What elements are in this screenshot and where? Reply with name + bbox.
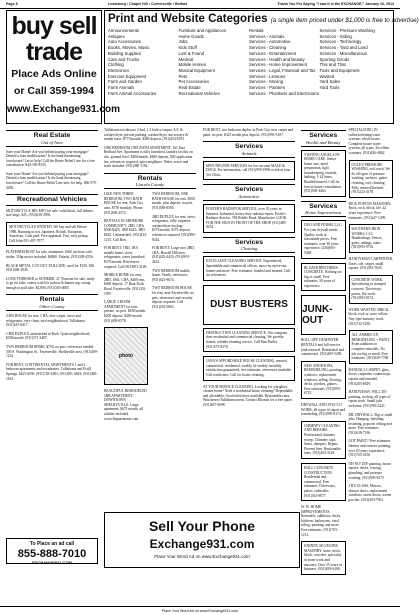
listing: SPECIALIZING IN sulfur/softening/water systems, whole house. Complete house water systems, all types. Excellent warranty. (931)626-4862. xyxy=(348,128,390,155)
apartment-photo: photo xyxy=(104,327,148,385)
listing: J B'S GLASS, Mirrors, shower doors, replacement windows, storm doors, screen porches. (931)493-7961. xyxy=(348,484,392,502)
listing-boxed: VISITING ANGELS IN-HOME CARE. Senior home care, meal preparation, light housekeeping, errands, bathing, 1-24 hours. Bonded/insured. Call for free in-home consultation. (931)500-4463. xyxy=(301,150,346,197)
listing: AT YOUR SERVICE CLEANING. Looking for a brighter, cleaner home? Need a residential house cleaning? Dependable and affordable. Good references available. Reasonable rates. Winchester/Tullahoma areas. Contact Rhonda for a free quote. (931)607-9698. xyxy=(203,384,293,407)
category-item[interactable]: Cars and Trucks xyxy=(108,56,140,62)
category-item[interactable]: Services - Automotive xyxy=(249,39,291,45)
category-item[interactable]: Services - Pressure Washing xyxy=(319,28,375,33)
listing: 1-BD DUPLEX unfurnished in Ruth. Quiet neighborhood, $350/month. (931)571-3487. xyxy=(6,331,91,341)
category-item[interactable]: Real Estate xyxy=(178,85,201,91)
listing: ONE BEDROOM ONE BATH APARTMENT, 161 East Bedford Ave. Apartment is fully furnished, laundry facility on site, ground level. $400/month, $400 deposit, $30 application fee, references required, quiet neighbors. Water, sewer and trash included. (931)580-1182. xyxy=(104,145,193,169)
category-item[interactable]: Books, Movies, Music xyxy=(108,45,150,51)
classifieds-column-1 xyxy=(6,128,98,385)
category-item[interactable]: Services - Technology xyxy=(319,39,362,45)
category-item[interactable]: Jobs xyxy=(178,39,188,45)
listing-boxed: NEW ADDITIONS, REMODELING, painting, windows, replacement windows, siding, flooring, decks, porches, gutters. Free estimates. (931)993-6725. xyxy=(301,361,346,399)
listing: TWO BEDROOM mobile home. Yearly, references. (931)625-9674. xyxy=(152,268,190,282)
ad-call-number: or Call 359-1994 xyxy=(14,85,94,97)
ad-headline-2: trade xyxy=(25,38,83,66)
listing: HANDYMAN: WILL DO painting, roofing, all types of repair work. Small jobs welcome. (931)993-2241. xyxy=(348,390,391,408)
category-item[interactable]: Exercise Equipment xyxy=(108,73,147,79)
listing-boxed: HALL CONCRETE CONSTRUCTION. Residential and commercial. Free estimates. Driveways, patios, sidewalks. (931)361-9877. xyxy=(301,463,346,501)
listing: MOBILE HOME for rent, 2BD, 1BA, CHA, $400 rent, $400 deposit. 17 Boat Dock Road, Fayetteville. (931)301-1997. xyxy=(104,273,147,296)
listing: DRYWALL AND STUCCO WORK, all types of repair and remodeling. (931)993-8174. xyxy=(301,403,346,417)
categories-box xyxy=(104,10,419,124)
place-ad-number[interactable]: 855-888-7010 xyxy=(17,548,87,560)
listing: RANDALL CARPET, glass, doors, carpenter, countertops, repairs and remodel. (931)205-6829. xyxy=(348,367,391,386)
page-number: Page 8 xyxy=(6,2,18,6)
category-item[interactable]: Auto Accessories xyxy=(108,39,141,45)
section-header-animals: Services Animals xyxy=(203,141,295,158)
category-item[interactable]: Farm Animals xyxy=(108,85,135,91)
category-item[interactable]: Rentals xyxy=(249,28,264,33)
listing: WORK WANTED: BRICK, block, rock or stove cellars. Any type masonry work. (931)732-5180. xyxy=(348,307,390,326)
place-ad-label: To Place an ad call xyxy=(29,541,75,547)
listing: BLACK METAL CUT-OUT TAILGATE, used for F150. $50. (931)368-2945. xyxy=(6,263,96,273)
category-item[interactable]: Services - Home Improvement xyxy=(249,62,308,68)
listing: LIKE NEW THREE BEDROOM, TWO BATH HOUSE for rent, Park City area. $750 monthly. Phone (931)638-4572. xyxy=(104,192,144,215)
category-item[interactable]: Tools and Equipment xyxy=(319,67,360,73)
listing-boxed: FOSTER'S RADIATOR SERVICE, over 35 years in business. Industrial, heavy-duty radiator repair. Foster's Radiator Service, 768 Riddle Road, Manchester. LOOK FOR THE SIGN IN FRONT OF THE SHOP. (931)489-8454. xyxy=(203,204,295,233)
category-item[interactable]: Services - Health and Beauty xyxy=(249,56,305,62)
listing: RENTALS IN ARDMORE COMMUNITY. 2BD, CHA $500/$425; 1BD $425; 3BD $625. Unfurnished. (931)434-1215. Call Ben. xyxy=(104,219,148,242)
category-item[interactable]: Services - Miscellaneous xyxy=(319,50,368,56)
category-column-1 xyxy=(108,28,179,96)
category-column-3 xyxy=(249,28,320,96)
categories-title: Print and Website Categories (a single item priced under $1,000 is free to advertise) xyxy=(108,13,419,25)
listing-boxed: ALL AMERICAN REMODELING + PAINT. From additions to complete remodels. No job too big or small. Free estimates. (931)639-7768. xyxy=(349,330,394,364)
category-item[interactable]: Musical Equipment xyxy=(178,67,215,73)
section-header-health: Services Health and Beauty xyxy=(301,130,346,147)
listing: HANDYMAN-CARPENTER, floors, tile, carpet, small repairs. (931)581-7045. xyxy=(348,257,393,271)
category-item[interactable]: Electronics xyxy=(108,67,130,73)
category-item[interactable]: Furniture and Appliances xyxy=(178,28,227,33)
listing: Tullahoma townhouse 2-bed, 1.5 bath w/carpet, A/C & washer/dryer, private parking, washer/dryer, microwave & month lease. $775/month. $400 deposit. (931)454-6781. xyxy=(104,128,189,142)
section-header-rentals-other: Rentals Other County xyxy=(6,294,98,311)
section-header-recreational: Recreational Vehicles xyxy=(6,194,98,206)
category-item[interactable]: Services - Plumbers and Electricians xyxy=(249,90,319,96)
listing: FOR RENT: Large nice 2BD, 1BA, Howell Hill area. (931)425-4423; (931)993-4612. xyxy=(152,246,195,264)
listing: FOR RENT, 1BD, 1BA mobile home, stove, refrigerator, water furnished. $375/month. References required. Call (931)993-3128. xyxy=(104,246,148,269)
banner-headline: Sell Your Phone xyxy=(148,518,256,534)
category-item[interactable]: Yard Tools xyxy=(319,85,340,91)
category-item[interactable]: Farm Animal Accessories xyxy=(108,90,157,96)
category-item[interactable]: This and That xyxy=(319,62,346,68)
section-header-cleaning: Services Cleaning xyxy=(203,237,295,254)
section-header-rentals-lincoln: Rentals Lincoln County xyxy=(104,173,196,190)
listing: Save your Home! Are you behind paying your mortgage? Denied a loan modification? Is the bank threatening foreclosure? Call the Home Relief Line now for help. 866-579-4290. xyxy=(6,171,98,190)
place-ad-phone-box xyxy=(6,538,98,564)
listing: FOR RENT, CONTINENTAL APARTMENTS 1 and 2 bedroom apartments and townhomes. Tullahoma and Estill Springs. $425-$550. (931)728-3483; (931)581-4843; (931)469-1631. xyxy=(6,362,98,381)
listing-boxed: BLAZER BROTHERS CONCRETE. Nothing too big or small. Free estimates. 30 years of experience. xyxy=(301,263,346,292)
category-item[interactable]: Kids Stuff xyxy=(178,45,197,51)
classifieds-column-2 xyxy=(104,128,196,425)
category-column-2 xyxy=(179,28,250,96)
listing: RICK POSTON MASONRY: Brick, rock, block, tile. 42 years experience. Free estimates. (931)247-1299. xyxy=(348,201,392,220)
sell-your-phone-banner[interactable] xyxy=(104,512,300,568)
banner-subtext: Place Your Word Ad on www.Exchange931.com xyxy=(154,554,250,559)
listing: OH NO! DIY painting, house repairs, decks, fencing, plumbing, and pressure washing. (931)993-8175. xyxy=(348,461,391,480)
category-item[interactable]: Pets xyxy=(178,73,188,79)
category-item[interactable]: Yard Sales xyxy=(319,79,341,85)
section-header-automotive: Services Automotive xyxy=(203,184,295,201)
listing: W. W. HOME IMPROVEMENTS. Remodels, additions, decks, kitchens, bathrooms, vinyl siding, painting, and more. Free estimates. (931)703-1213. xyxy=(301,505,342,537)
edition-towns: Lewisburg • Chapel Hill • Cornersville • Belfast xyxy=(107,2,187,6)
junk-out-logo: JUNK-OUT xyxy=(301,295,346,335)
category-item[interactable]: Sporting Goods xyxy=(319,56,350,62)
category-item[interactable]: Services - Lessons xyxy=(249,73,286,79)
categories-note: (a single item priced under $1,000 is free to advertise) xyxy=(270,17,419,24)
listing: FOR RENT, two bedroom duplex in Park City, new carpet and paint, no pets, $325 month plus deposit. (931)993-3107. xyxy=(203,128,294,137)
listing-boxed: SOUTHERN IRON WORKS, LLC. Handrailings. Fences, gates, railings, stairs. (931)993-9716. xyxy=(349,224,394,253)
listing-boxed: EXCELLENT CLEANING SERVICE. Experienced, dependable and commercial offices, move-in, move-out, homes and more. Free estimates, bonded and insured. Call for references. xyxy=(203,256,295,280)
section-header-home-improvement: Services Home Improvement xyxy=(301,201,346,218)
listing-boxed: DUO AND FINISH, LLC. For your drywall needs. Quality work at reasonable prices. Free estimates, over 30 years experience. (256)603-5048. xyxy=(301,220,346,258)
banner-site[interactable]: Exchange931.com xyxy=(149,537,255,551)
listing-boxed: OGLE'S PRESSURE WASHING, soft wash. We do all types of pressure washing, surfaces, gutter cleaning, roof cleaning. Fully insured/licensed. (931)224-4178. xyxy=(349,160,394,198)
category-item[interactable]: Lost & Found xyxy=(178,50,205,56)
category-item[interactable]: Recreational Vehicles xyxy=(178,90,220,96)
listing-boxed: CHIMNEY CLEANING AND REPAIRS. Professional chimney sweep. Chimney caps, liners, dampers, Repair, Prevent fires. Reasonable rates. (931)204-3128. xyxy=(301,421,346,459)
category-item[interactable]: Services - Entertainment xyxy=(249,50,297,56)
category-item[interactable]: Farm and Garden xyxy=(108,79,142,85)
listing-boxed: JOHNNY SILVESTER MASONRY, stone, brick, block, concrete, speciality in stone work and masonry. Over 35 years in business. (931)639-6408. xyxy=(301,541,346,575)
category-item[interactable]: Announcements xyxy=(108,28,140,33)
category-item[interactable]: Antiques xyxy=(108,33,125,39)
listing: LOOK FORWARD to SUMMER. 21' Pontoon for sale, ready to go for lake, comes with life jackets & bimini top, strong enough to pull tube. $2,800. (931)305-4065. xyxy=(6,276,95,290)
category-item[interactable]: Pet Accessories xyxy=(178,79,210,85)
classifieds-column-3 xyxy=(203,128,295,412)
category-item[interactable]: Services - Cleaning xyxy=(249,45,287,51)
place-ad-site[interactable]: EXCHANGE931.COM xyxy=(32,560,72,565)
ad-headline-1: buy sell xyxy=(11,12,97,40)
listing: 2-BD HOUSE for rent, CHA, new carpet, stove and refrigerator, very clean, nice neighborhood, Tullahoma. (931)247-6417. xyxy=(6,313,86,328)
category-item[interactable]: Wanted xyxy=(319,73,335,79)
category-item[interactable]: Medical xyxy=(178,56,194,62)
listing: MOTORCYCLE HELMET for sale, solid black, full helmet, size large. $25. (931)638-2956. xyxy=(6,208,94,218)
listing-boxed: SPAY/NEUTER SERVICES for low income MALE & DOGS. For information, call (931)993-1998 or ask at your Vet Clinic. xyxy=(203,161,295,181)
ad-place-online: Place Ads Online xyxy=(11,68,97,80)
issue-date: Thank You For Saying "I saw it in the EXCHANGE," January 16, 2014 xyxy=(277,2,394,6)
listing: TWO BEDROOM HOUSE for rent, near Fayetteville, no pets, references and security deposit required. Call (931)433-5803. xyxy=(152,286,194,309)
listing: TWO BEDROOM HOME, $750, no pets, references needed. 300 S. Washington St., Fayetteville. Shelbyville area. (931)409-1232. xyxy=(6,344,98,359)
category-item[interactable]: Clothing xyxy=(108,62,124,68)
category-item[interactable]: Services - Siding xyxy=(319,33,352,39)
listing: Save your Home! Are you behind paying your mortgage? Denied a loan modification? Is the bank threatening foreclosure? Let us help! Call the Home Relief Line for a free consultation. 844-339-8350. xyxy=(6,149,95,168)
listing-boxed: DESTRUCTION CLEANING SERVICE. Our company does residential and commercial cleaning. We provide honest, reliable cleaning service. Call Pam Bailey. (931)575-8278. xyxy=(203,328,295,352)
category-item[interactable]: Services - Yard and Land xyxy=(319,45,368,51)
category-column-4 xyxy=(320,28,391,96)
listing-boxed: CONCRETE WORK: Specializing in stamped concrete. Driveways, patios, flat work. (931)993-8174. xyxy=(349,275,394,304)
section-header-real-estate: Real Estate Out of Area xyxy=(6,130,98,147)
listing: TWO BEDROOM, ONE BATH HOUSE for rent, $500 month, plus deposit, no pets. (931)580-8585. xyxy=(152,192,195,211)
category-item[interactable]: Services - Legal, Financial and Tax xyxy=(249,67,316,73)
dust-busters-logo: DUST BUSTERS xyxy=(203,285,295,325)
category-item[interactable]: Services - Animals xyxy=(249,33,285,39)
listing: GOT PAINT? Free estimates. Interior and exterior painting, over 20 years experience. (931)703-0150. xyxy=(348,439,392,458)
page-header xyxy=(0,0,400,9)
listing: ROLL-OFF DUMPSTER RENTALS and full-service junk removal. Residential and commercial. (931)409-5290. xyxy=(301,338,345,357)
listing: BEAUTIFUL REMODELED 1BR APARTMENT, DOWNTOWN SHELBYVILLE. Large apartment, $675 month, all utilities included. www.fbapartments.com. xyxy=(104,389,147,421)
category-item[interactable]: Services - Moving xyxy=(249,79,284,85)
footer-text: Place Your Word Ad on www.Exchange931.com xyxy=(161,608,239,613)
category-item[interactable]: Home Goods xyxy=(178,33,204,39)
category-item[interactable]: Mobile Homes xyxy=(178,62,206,68)
category-item[interactable]: Building Supplies xyxy=(108,50,141,56)
listing-boxed: MOTORCYCLES WANTED. We buy and sell Before 1980. Running or not. Japanese, British, European, American. Cash paid. Free appraisal. Fast, easy pickup. Call John 931-407-7077. xyxy=(6,222,98,246)
category-item[interactable]: Services - Painters xyxy=(249,85,286,91)
page-footer xyxy=(0,606,400,614)
listing: LARGE 3 ROOM APARTMENT for rent, private, no pets. $450/month. $200 deposit, $400 month. (931)409-6578. xyxy=(104,300,147,323)
ad-website-link[interactable]: www.Exchange931.com xyxy=(7,104,121,115)
classifieds-column-4 xyxy=(301,128,393,579)
listing: 2BD DUPLEX for rent, stove, refrigerator, fully carpeted, washer/dryer hookup. $375/month, $375 deposit, references required. (931)993-9244. xyxy=(152,214,196,242)
listing-boxed: JANA'S AFFORDABLE HOUSE CLEANING, insured, commercial, residential, weekly, bi-weekly, monthly, satisfaction guaranteed, free estimates, references available. Gift certificates. Call for house cleaning. xyxy=(203,356,295,380)
listing: PLATFORM BOAT for sale, aluminum, 1660 jon boat with trailer, 35hp motor included. $4000. Pulaski, (931)309-4556. xyxy=(6,250,94,259)
listing: DR. DRYWALL: Big or small jobs. Hanging, finishing, texturing, popcorn ceiling and more. Free estimates. (931)638-7196. xyxy=(348,412,393,435)
